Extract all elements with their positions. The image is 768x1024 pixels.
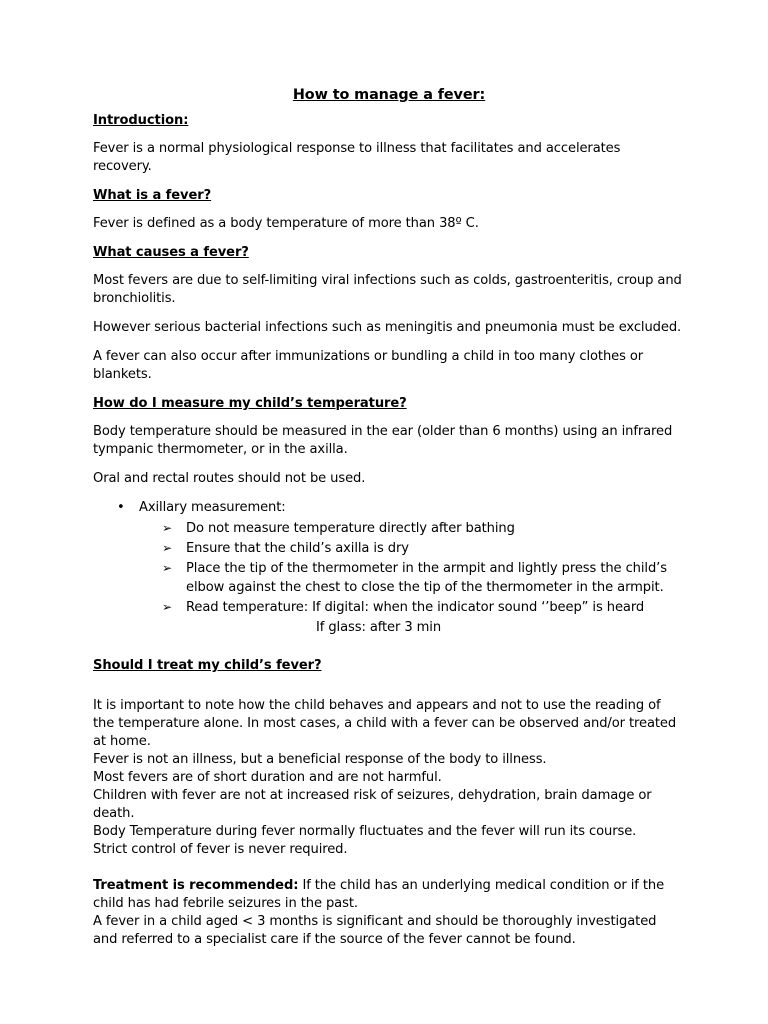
document-title: How to manage a fever: [292,87,486,103]
causes-paragraph-2: However serious bacterial infections such as meningitis and pneumonia must be excluded. [93,320,682,335]
treat-line: Fever is not an illness, but a beneficial response of the body to illness. [93,752,547,767]
glass-thermometer-line: If glass: after 3 min [316,620,442,635]
treat-line: Children with fever are not at increased risk of seizures, dehydration, brain damage or death. [93,788,652,821]
measure-paragraph-2: Oral and rectal routes should not be used. [93,471,366,486]
bullet-axillary-label: Axillary measurement: [139,500,286,515]
spacer [93,859,683,877]
arrow-bullet-icon: ➢ [162,600,172,614]
treat-line: Body Temperature during fever normally fluctuates and the fever will run its course. [93,824,637,839]
measure-paragraph-1: Body temperature should be measured in the ear (older than 6 months) using an infrared tympanic thermometer, or in the axilla. [93,424,673,457]
heading-introduction: Introduction: [93,113,189,128]
treat-text-block [93,697,683,859]
axillary-step [162,598,683,617]
treatment-recommended-text: If the child has an underlying medical condition or if the child has had febrile seizures in the past. [93,878,665,911]
arrow-bullet-icon: ➢ [162,521,172,535]
document-page [93,86,683,949]
heading-measure: How do I measure my child’s temperature? [93,396,407,411]
axillary-step [162,539,683,558]
axillary-step-text: Read temperature: If digital: when the indicator sound ‘’beep” is heard [186,600,645,615]
introduction-text: Fever is a normal physiological response to illness that facilitates and accelerates recovery. [93,141,621,174]
axillary-step-text: Do not measure temperature directly after bathing [186,521,515,536]
heading-treat: Should I treat my child’s fever? [93,658,322,673]
heading-causes: What causes a fever? [93,245,249,260]
causes-paragraph-1: Most fevers are due to self-limiting viral infections such as colds, gastroenteritis, croup and bronchiolitis. [93,273,682,306]
bullet-dot-icon: • [117,500,125,515]
axillary-step [162,559,683,597]
arrow-bullet-icon: ➢ [162,541,172,555]
axillary-step [162,519,683,538]
treat-line: Most fevers are of short duration and are not harmful. [93,770,442,785]
bullet-axillary [93,499,683,517]
what-is-fever-text: Fever is defined as a body temperature of more than 38º C. [93,216,479,231]
treat-line: Strict control of fever is never required. [93,842,348,857]
treatment-recommended-label: Treatment is recommended: [93,878,299,893]
measurement-list [93,499,683,517]
treat-line: It is important to note how the child behaves and appears and not to use the reading of the temperature alone. In most cases, a child with a fever can be observed and/or treated at home. [93,698,677,749]
axillary-step-text: Place the tip of the thermometer in the armpit and lightly press the child’s elbow against the chest to close the tip of the thermometer in the armpit. [186,561,667,595]
infant-fever-paragraph: A fever in a child aged < 3 months is significant and should be thoroughly investigated and referred to a specialist care if the source of the fever cannot be found. [93,914,657,947]
causes-paragraph-3: A fever can also occur after immunizations or bundling a child in too many clothes or blankets. [93,349,644,382]
arrow-bullet-icon: ➢ [162,561,172,575]
heading-what-is-fever: What is a fever? [93,188,212,203]
axillary-steps-list [93,519,683,637]
treatment-recommended-paragraph [93,877,683,913]
axillary-step-text: Ensure that the child’s axilla is dry [186,541,409,556]
